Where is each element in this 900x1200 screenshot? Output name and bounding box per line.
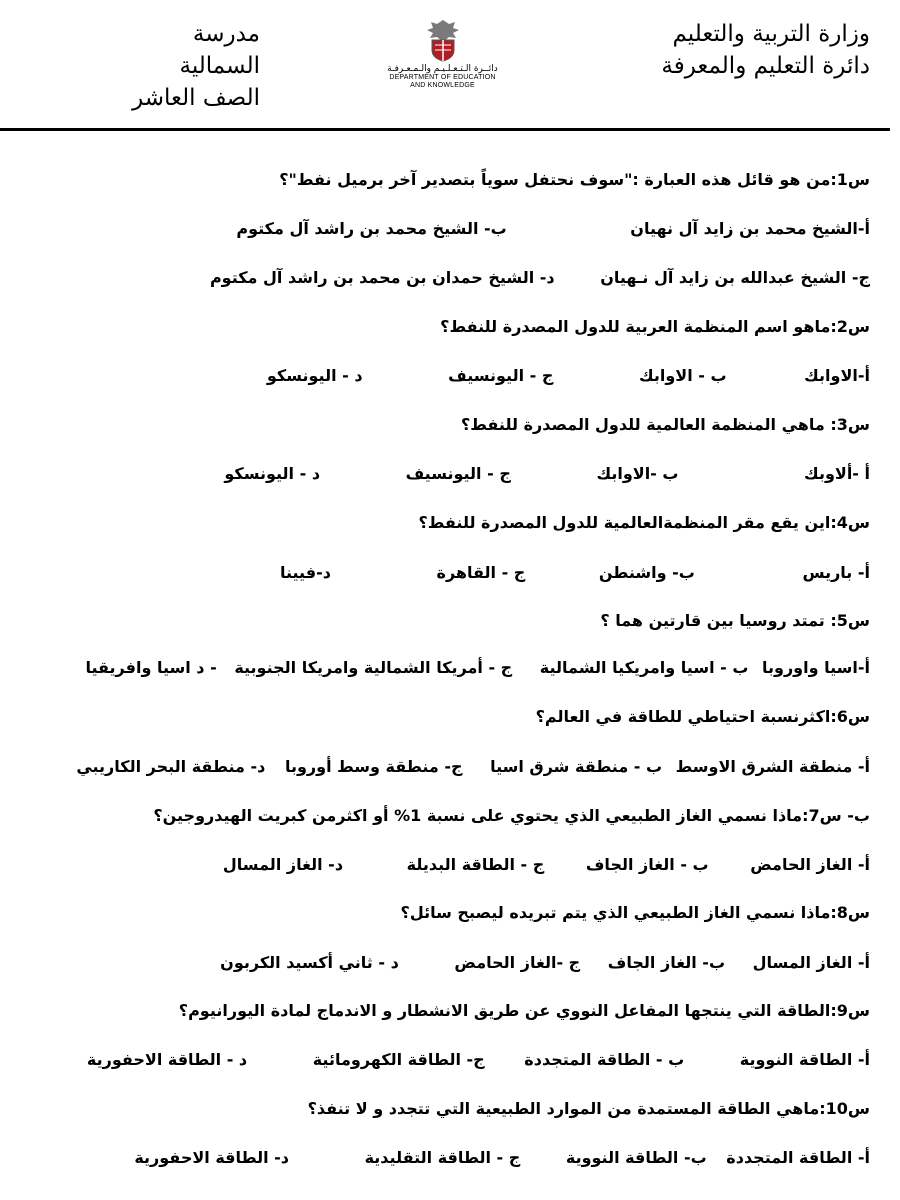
question-10: س10:ماهي الطاقة المستمدة من الموارد الطبيعية التي تتجدد و لا تنفذ؟ (307, 1099, 870, 1118)
department-logo (365, 18, 520, 90)
question-4: س4:اين يقع مقر المنظمةالعالمية للدول المصدرة للنفط؟ (418, 513, 870, 532)
question-7-options (40, 855, 870, 874)
question-5-options (40, 658, 870, 677)
school-header (110, 18, 260, 114)
option: ب - منطقة شرق اسيا (490, 757, 663, 776)
option: ج- الطاقة الكهرومائية (312, 1050, 485, 1069)
question-7: ب- س7:ماذا نسمي الغاز الطبيعي الذي يحتوي على نسبة 1% أو اكثرمن كبريت الهيدروجين؟ (153, 806, 870, 825)
option: ب- الغاز الجاف (607, 953, 726, 972)
option: د- الغاز المسال (222, 855, 344, 874)
option: أ-اسيا واوروبا (762, 658, 870, 677)
emblem-icon (423, 18, 463, 62)
option: ج - اليونسيف (405, 464, 511, 483)
option: د - اليونسكو (224, 464, 321, 483)
option: أ-الشيخ محمد بن زايد آل نهيان (630, 219, 870, 238)
question-3-options (40, 464, 870, 483)
option: ب- واشنطن (598, 563, 695, 582)
question-5: س5: تمتد روسيا بين قارتين هما ؟ (600, 611, 870, 630)
option: ب - الاوابك (638, 366, 727, 385)
logo-english-line1: DEPARTMENT OF EDUCATION (389, 74, 496, 81)
question-4-options (40, 563, 870, 582)
option: د - اليونسكو (266, 366, 363, 385)
header-divider (0, 128, 890, 131)
department-name: دائرة التعليم والمعرفة (661, 53, 870, 79)
option: أ -ألاوبك (804, 464, 870, 483)
option: ب -الاوابك (596, 464, 679, 483)
option: ج -الغاز الحامض (454, 953, 581, 972)
question-6: س6:اكثرنسبة احتياطي للطاقة في العالم؟ (535, 707, 870, 726)
option: أ- منطقة الشرق الاوسط (675, 757, 870, 776)
option: أ-الاوابك (804, 366, 870, 385)
option: د- الطاقة الاحفورية (134, 1148, 289, 1167)
option: د- الشيخ حمدان بن محمد بن راشد آل مكتوم (209, 268, 555, 287)
option: ب - اسيا وامريكيا الشمالية (539, 658, 749, 677)
question-9: س9:الطاقة التي ينتجها المفاعل النووي عن طريق الانشطار و الاندماج لمادة اليورانيوم؟ (178, 1001, 870, 1020)
option: ب- الشيخ محمد بن راشد آل مكتوم (236, 219, 507, 238)
logo-arabic-text: دائــرة الـتـعـلـيـم والـمـعـرفـة (387, 64, 498, 74)
option: ج- منطقة وسط أوروبا (284, 757, 463, 776)
question-8-options (40, 953, 870, 972)
option: د - الطاقة الاحفورية (86, 1050, 248, 1069)
school-name: مدرسة السمالية (179, 21, 260, 79)
question-6-options (20, 757, 870, 776)
option: أ- الطاقة المتجددة (726, 1148, 870, 1167)
ministry-name: وزارة التربية والتعليم (672, 21, 870, 47)
option: د- منطقة البحر الكاريبي (76, 757, 266, 776)
option: ج - أمريكا الشمالية وامريكا الجنوبية (234, 658, 513, 677)
question-8: س8:ماذا نسمي الغاز الطبيعي الذي يتم تبريده ليصبح سائل؟ (400, 903, 870, 922)
option: ج - الطاقة التقليدية (364, 1148, 521, 1167)
question-1-options-row-2 (40, 268, 870, 287)
option: ب- الطاقة النووية (565, 1148, 707, 1167)
question-3: س3: ماهي المنظمة العالمية للدول المصدرة للنفط؟ (461, 415, 870, 434)
option: ج - القاهرة (436, 563, 526, 582)
question-9-options (40, 1050, 870, 1069)
logo-english-line2: AND KNOWLEDGE (410, 82, 475, 89)
question-2-options (40, 366, 870, 385)
question-1: س1:من هو قائل هذه العبارة :"سوف نحتفل سوياً بتصدير آخر برميل نفط"؟ (279, 170, 870, 189)
option: د - ثاني أكسيد الكربون (220, 953, 399, 972)
ministry-header (661, 18, 870, 82)
option: ج - اليونسيف (448, 366, 554, 385)
option: أ- الطاقة النووية (739, 1050, 870, 1069)
question-1-options-row-1 (40, 219, 870, 238)
option: ج - الطاقة البديلة (406, 855, 545, 874)
option: أ- الغاز الحامض (750, 855, 870, 874)
question-10-options (40, 1148, 870, 1167)
option: ج- الشيخ عبدالله بن زايد آل نـهيان (600, 268, 870, 287)
option: أ- باريس (802, 563, 870, 582)
option: د-فيينا (279, 563, 331, 582)
grade-name: الصف العاشر (132, 85, 260, 111)
option: ب - الطاقة المتجددة (524, 1050, 685, 1069)
option: ب - الغاز الجاف (585, 855, 709, 874)
question-2: س2:ماهو اسم المنظمة العربية للدول المصدرة للنفط؟ (440, 317, 870, 336)
option: أ- الغاز المسال (752, 953, 870, 972)
option: - د اسيا وافريقيا (85, 658, 217, 677)
